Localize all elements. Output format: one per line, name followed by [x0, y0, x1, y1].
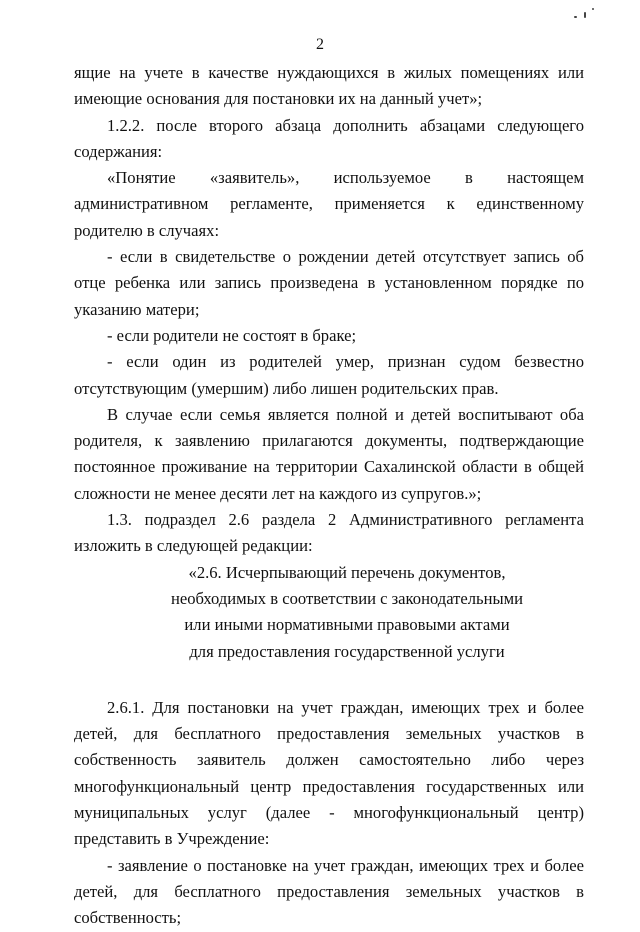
- list-item-application: - заявление о постановке на учет граждан, имеющих трех и более детей, для бесплатного предоставления земельных участков в собственность;: [74, 855, 584, 928]
- paragraph-amendment-1-3: 1.3. подраздел 2.6 раздела 2 Административного регламента изложить в следующей редакции:: [74, 510, 584, 556]
- blank-line: [74, 665, 584, 695]
- paragraph-continuation: ящие на учете в качестве нуждающихся в жилых помещениях или имеющие основания для постановки их на данный учет»;: [74, 63, 584, 109]
- heading-line: или иными нормативными правовыми актами: [184, 615, 510, 635]
- scan-artifact-marks: [570, 8, 610, 28]
- list-item-parent-deceased: - если один из родителей умер, признан судом безвестно отсутствующим (умершим) либо лишен родительских прав.: [74, 352, 584, 398]
- page-number: 2: [316, 36, 324, 53]
- paragraph-full-family: В случае если семья является полной и детей воспитывают оба родителя, к заявлению прилагаются документы, подтверждающие постоянное проживание на территории Сахалинской области в общей сложности не менее десяти лет на каждого из супругов.»;: [74, 404, 584, 503]
- document-body: [74, 60, 584, 932]
- heading-line: необходимых в соответствии с законодательными: [170, 588, 524, 608]
- heading-line: для предоставления государственной услуги: [189, 641, 505, 661]
- list-item-birth-certificate: - если в свидетельстве о рождении детей отсутствует запись об отце ребенка или запись произведена в установленном порядке по указанию матери;: [74, 247, 584, 319]
- paragraph-amendment-1-2-2: 1.2.2. после второго абзаца дополнить абзацами следующего содержания:: [74, 115, 584, 161]
- list-item-not-married: - если родители не состоят в браке;: [107, 325, 357, 345]
- heading-line: «2.6. Исчерпывающий перечень документов,: [188, 562, 506, 582]
- paragraph-2-6-1: 2.6.1. Для постановки на учет граждан, имеющих трех и более детей, для бесплатного предоставления земельных участков в собственность заявитель должен самостоятельно либо через многофункциональный центр предоставления государственных или муниципальных услуг (далее - многофункциональный центр) представить в Учреждение:: [74, 697, 584, 849]
- paragraph-applicant-definition: «Понятие «заявитель», используемое в настоящем административном регламенте, применяется к единственному родителю в случаях:: [74, 168, 584, 240]
- section-heading-2-6: [110, 560, 584, 665]
